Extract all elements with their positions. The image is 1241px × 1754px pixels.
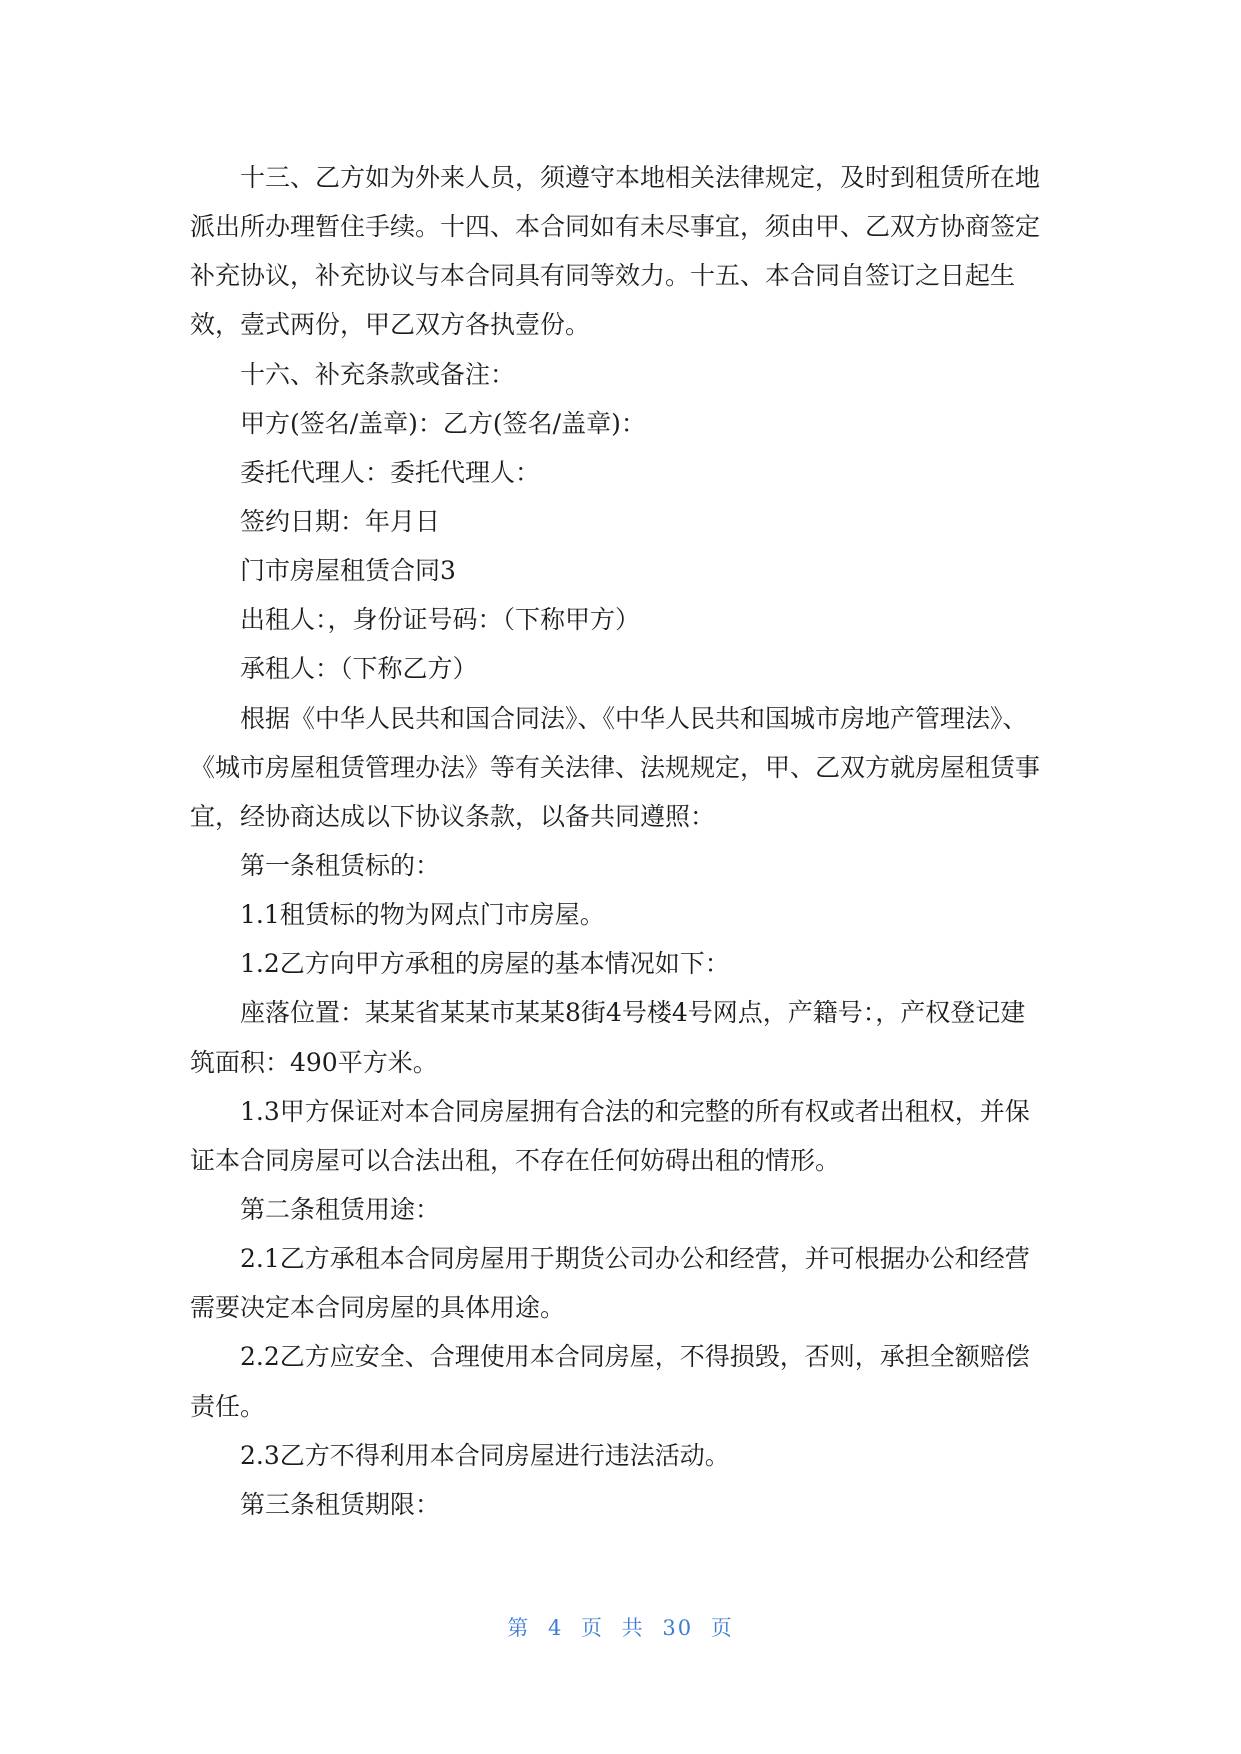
article-1-heading	[190, 841, 1070, 890]
text-line: 2.2乙方应安全、合理使用本合同房屋，不得损毁，否则，承担全额赔偿	[240, 1342, 1030, 1372]
paragraph-clause-16	[190, 350, 1070, 399]
text-line: 宜，经协商达成以下协议条款，以备共同遵照：	[190, 801, 716, 831]
text-line: 十三、乙方如为外来人员，须遵守本地相关法律规定，及时到租赁所在地	[240, 163, 1041, 192]
text-line: 根据《中华人民共和国合同法》、《中华人民共和国城市房地产管理法》、	[240, 703, 1028, 733]
page-number-footer: 第 4 页 共 30 页	[507, 1616, 734, 1640]
text-line: 第三条租赁期限：	[240, 1489, 441, 1519]
text-line: 筑面积：490平方米。	[190, 1047, 438, 1077]
location-paragraph	[190, 988, 1070, 1086]
text-line: 签约日期：年月日	[240, 506, 441, 536]
clause-2-1	[190, 1234, 1070, 1332]
text-line: 第一条租赁标的：	[240, 850, 441, 880]
document-body	[190, 153, 1070, 1529]
text-line: 补充协议，补充协议与本合同具有同等效力。十五、本合同自签订之日起生	[190, 261, 1016, 291]
text-line: 2.3乙方不得利用本合同房屋进行违法活动。	[240, 1440, 730, 1470]
lessee-line	[190, 644, 1070, 693]
contract-title	[190, 546, 1070, 595]
sign-date-line	[190, 497, 1070, 546]
text-line: 需要决定本合同房屋的具体用途。	[190, 1293, 566, 1323]
clause-2-2	[190, 1332, 1070, 1430]
text-line: 承租人：（下称乙方）	[240, 654, 478, 684]
article-3-heading	[190, 1480, 1070, 1529]
signature-line	[190, 399, 1070, 448]
text-line: 甲方(签名/盖章)：乙方(签名/盖章)：	[240, 408, 646, 438]
text-line: 《城市房屋租赁管理办法》等有关法律、法规规定，甲、乙双方就房屋租赁事	[190, 752, 1041, 782]
lessor-line	[190, 595, 1070, 644]
text-line: 1.1租赁标的物为网点门市房屋。	[240, 900, 605, 930]
text-line: 1.3甲方保证对本合同房屋拥有合法的和完整的所有权或者出租权，并保	[240, 1096, 1030, 1126]
text-line: 责任。	[190, 1391, 266, 1421]
paragraph-legal-basis	[190, 694, 1070, 841]
clause-1-1	[190, 890, 1070, 939]
text-line: 十六、补充条款或备注：	[240, 359, 516, 389]
text-line: 1.2乙方向甲方承租的房屋的基本情况如下：	[240, 949, 730, 979]
text-line: 委托代理人：委托代理人：	[240, 457, 541, 487]
text-line: 效，壹式两份，甲乙双方各执壹份。	[190, 310, 591, 340]
clause-1-2	[190, 939, 1070, 988]
text-line: 证本合同房屋可以合法出租，不存在任何妨碍出租的情形。	[190, 1145, 841, 1175]
text-line: 出租人：，身份证号码：（下称甲方）	[240, 605, 641, 635]
text-line: 座落位置：某某省某某市某某8街4号楼4号网点，产籍号：，产权登记建	[240, 998, 1026, 1028]
text-line: 2.1乙方承租本合同房屋用于期货公司办公和经营，并可根据办公和经营	[240, 1244, 1030, 1274]
paragraph-clause-13-15	[190, 153, 1070, 350]
clause-1-3	[190, 1087, 1070, 1185]
text-line: 门市房屋租赁合同3	[240, 556, 456, 586]
text-line: 派出所办理暂住手续。十四、本合同如有未尽事宜，须由甲、乙双方协商签定	[190, 212, 1041, 242]
clause-2-3	[190, 1431, 1070, 1480]
article-2-heading	[190, 1185, 1070, 1234]
text-line: 第二条租赁用途：	[240, 1194, 441, 1224]
agent-line	[190, 448, 1070, 497]
